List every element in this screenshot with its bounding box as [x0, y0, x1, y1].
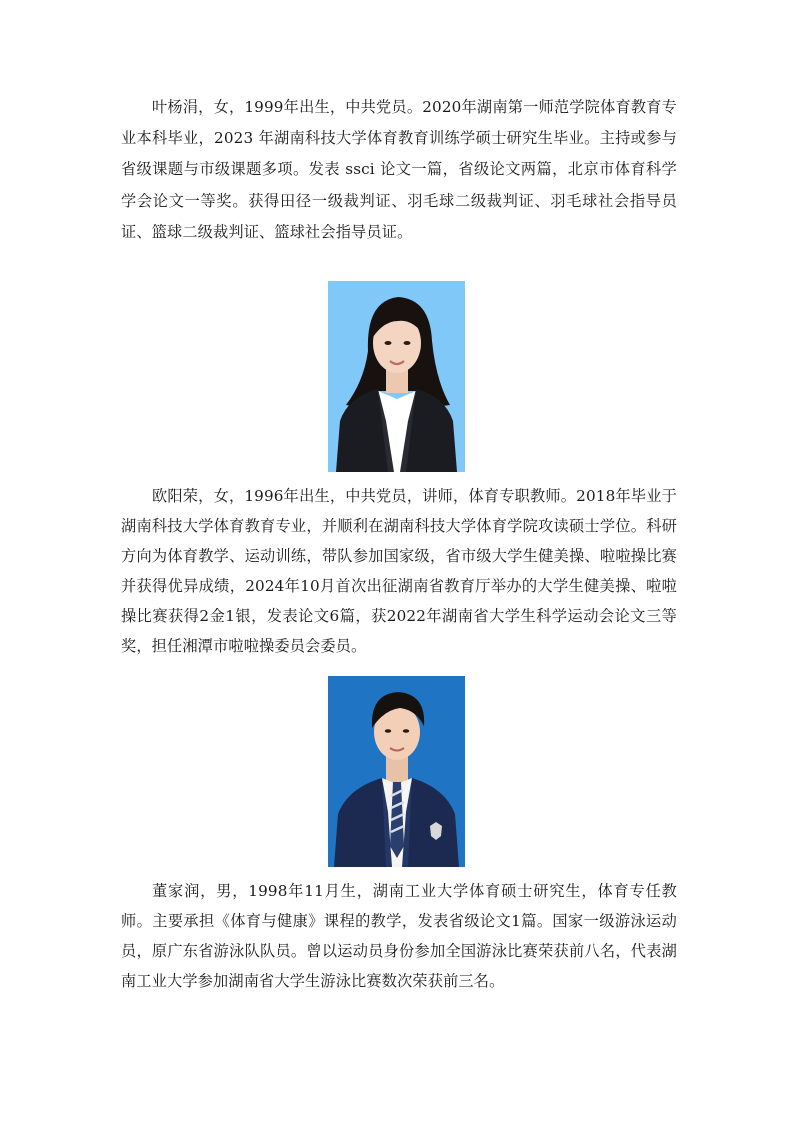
profile-paragraph-ye-yangjuan: 叶杨涓，女，1999年出生，中共党员。2020年湖南第一师范学院体育教育专业本科毕业，2023 年湖南科技大学体育教育训练学硕士研究生毕业。主持或参与省级课题与市级课题多项。发表 ssci 论文一篇，省级论文两篇，北京市体育科学学会论文一等奖。获得田径一级裁判证、羽毛球二级裁判证、羽毛球社会指导员证、篮球二级裁判证、篮球社会指导员证。	[121, 98, 677, 241]
profile-paragraph-dong-jiarun: 董家润，男，1998年11月生，湖南工业大学体育硕士研究生，体育专任教师。主要承担《体育与健康》课程的教学，发表省级论文1篇。国家一级游泳运动员，原广东省游泳队队员。曾以运动员身份参加全国游泳比赛荣获前八名，代表湖南工业大学参加湖南省大学生游泳比赛数次荣获前三名。	[121, 882, 677, 990]
profile-paragraph-ouyang-rong: 欧阳荣，女，1996年出生，中共党员，讲师，体育专职教师。2018年毕业于湖南科技大学体育教育专业，并顺利在湖南科技大学体育学院攻读硕士学位。科研方向为体育教学、运动训练，带队参加国家级，省市级大学生健美操、啦啦操比赛并获得优异成绩，2024年10月首次出征湖南省教育厅举办的大学生健美操、啦啦操比赛获得2金1银，发表论文6篇，获2022年湖南省大学生科学运动会论文三等奖，担任湘潭市啦啦操委员会委员。	[121, 487, 677, 655]
portrait-photo-ouyang-rong	[328, 676, 465, 867]
portrait-photo-ye-yangjuan	[328, 281, 465, 472]
